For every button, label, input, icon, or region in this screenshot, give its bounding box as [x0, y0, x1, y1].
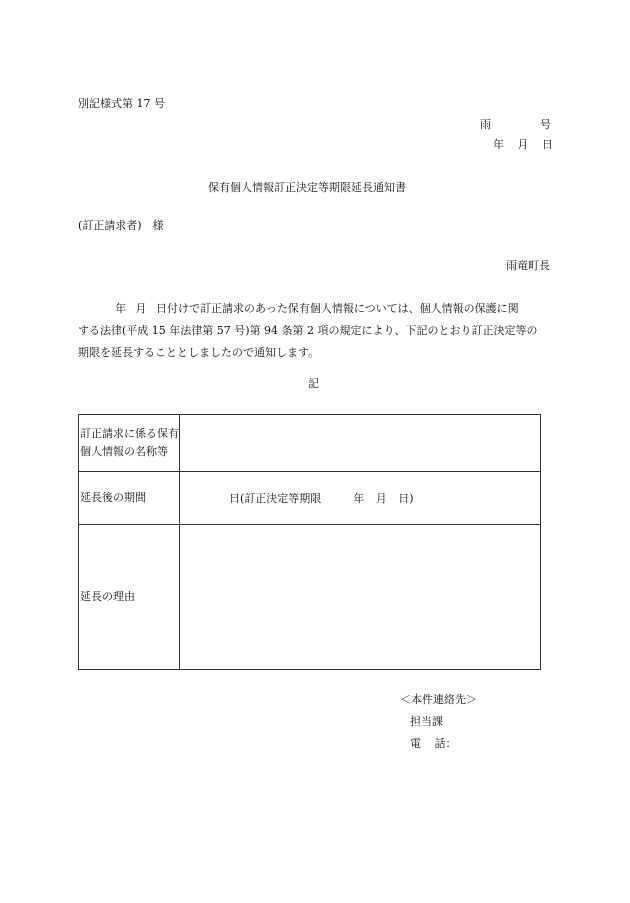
- document-date: 年 月 日: [493, 138, 553, 151]
- body-line-2: する法律(平成 15 年法律第 57 号)第 94 条第 2 項の規定により、下記のとおり訂正決定等の: [78, 324, 538, 337]
- extended-period-value: [180, 472, 541, 525]
- notice-body: [78, 298, 551, 364]
- contact-heading: ＜本件連絡先＞: [400, 693, 477, 706]
- extension-reason-label: 延長の理由: [79, 525, 180, 670]
- info-name-value: [180, 415, 541, 472]
- recipient: (訂正請求者) 様: [78, 219, 164, 232]
- table-row: [79, 415, 541, 472]
- table-row: [79, 472, 541, 525]
- extended-period-label: 延長後の期間: [79, 472, 180, 525]
- sender: 雨竜町長: [506, 259, 550, 272]
- contact-department: 担当課: [410, 715, 443, 728]
- table-row: [79, 525, 541, 670]
- document-number-prefix: 雨: [480, 118, 491, 131]
- document-number: [480, 118, 551, 131]
- document-number-suffix: 号: [540, 118, 551, 131]
- body-line-3: 期限を延長することとしましたので通知します。: [78, 346, 320, 359]
- info-name-label: 訂正請求に係る保有個人情報の名称等: [79, 415, 180, 472]
- form-number: 別記様式第 17 号: [78, 97, 165, 110]
- record-table: [78, 414, 541, 670]
- extension-reason-value: [180, 525, 541, 670]
- page-title: 保有個人情報訂正決定等期限延長通知書: [208, 181, 406, 194]
- extended-period-text: 日(訂正決定等期限: [229, 492, 322, 505]
- extended-period-date: 年 月 日): [353, 492, 414, 505]
- body-line-1: 年 月 日付けで訂正請求のあった保有個人情報については、個人情報の保護に関: [115, 302, 519, 315]
- contact-phone: 電 話：: [410, 737, 457, 750]
- ki-heading: 記: [308, 377, 319, 390]
